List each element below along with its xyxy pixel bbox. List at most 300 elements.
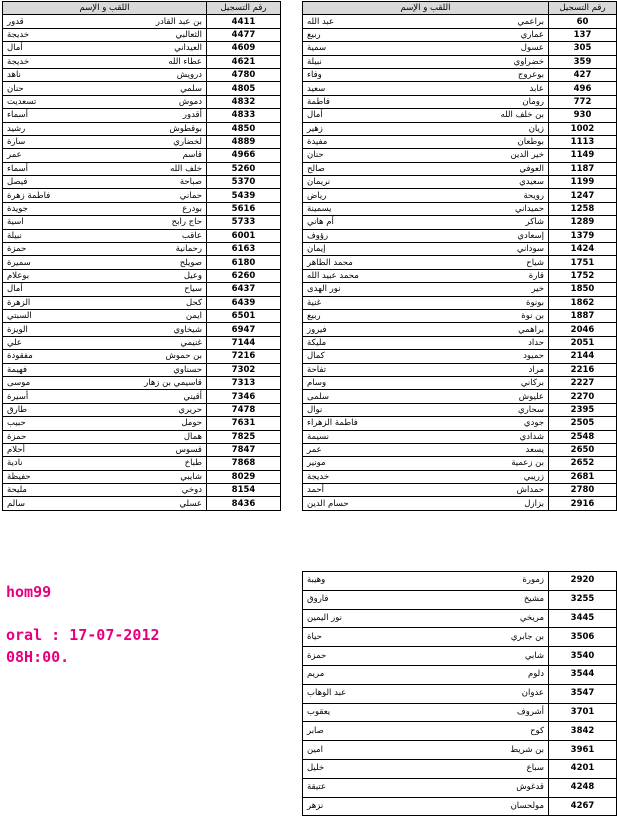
last-name: بن شريط: [510, 744, 544, 755]
registration-number: 930: [549, 109, 617, 122]
first-name: أمال: [7, 284, 23, 295]
registration-number: 2227: [549, 376, 617, 389]
registration-number: 4267: [549, 797, 617, 816]
first-name: غنية: [307, 297, 322, 308]
table-row: [303, 759, 617, 778]
first-name: صابر: [307, 725, 324, 736]
first-name: سميرة: [7, 257, 31, 268]
last-name: سباع: [526, 763, 544, 774]
header-row: [3, 2, 281, 15]
first-name: كمال: [307, 351, 325, 362]
last-name: شابي: [524, 650, 544, 661]
first-name: محمد عبيد الله: [307, 271, 359, 281]
registration-number: 7478: [207, 403, 281, 416]
name-cell: [3, 390, 207, 403]
table-row: [3, 162, 281, 175]
name-cell: [303, 647, 549, 666]
table-row: [303, 403, 617, 416]
table-row: [3, 189, 281, 202]
name-cell: [303, 189, 549, 202]
registration-number: 1289: [549, 216, 617, 229]
last-name: أقيني: [183, 391, 202, 402]
registration-number: 1247: [549, 189, 617, 202]
name-cell: [3, 55, 207, 68]
table-left: [2, 1, 281, 511]
header-name: اللقب و الإسم: [303, 2, 549, 15]
name-cell: [303, 323, 549, 336]
registration-number: 1199: [549, 176, 617, 189]
first-name: حسام الدين: [307, 498, 349, 509]
name-cell: [3, 323, 207, 336]
table-row: [303, 68, 617, 81]
last-name: طباخ: [184, 458, 202, 469]
table-row: [3, 430, 281, 443]
registration-number: 137: [549, 28, 617, 41]
last-name: حميود: [523, 351, 544, 362]
table-row: [3, 28, 281, 41]
first-name: نوال: [307, 404, 323, 415]
name-cell: [303, 109, 549, 122]
last-name: بن خلف الله: [500, 110, 544, 121]
table-row: [3, 309, 281, 322]
first-name: موسى: [7, 378, 31, 389]
table-row: [303, 572, 617, 591]
registration-number: 2505: [549, 417, 617, 430]
name-cell: [3, 403, 207, 416]
name-cell: [3, 376, 207, 389]
table-row: [3, 417, 281, 430]
first-name: رشيد: [7, 123, 26, 134]
last-name: مراد: [528, 364, 544, 375]
name-cell: [303, 390, 549, 403]
name-cell: [303, 296, 549, 309]
last-name: عابد: [529, 83, 544, 94]
registration-number: 6163: [207, 243, 281, 256]
first-name: أحمد: [307, 485, 324, 496]
registration-number: 1187: [549, 162, 617, 175]
name-cell: [3, 28, 207, 41]
table-row: [3, 15, 281, 28]
first-name: مليحة: [7, 485, 27, 496]
table-row: [3, 95, 281, 108]
first-name: نادية: [7, 458, 23, 469]
first-name: إيمان: [307, 244, 326, 255]
last-name: عسلي: [179, 498, 202, 509]
table-row: [3, 229, 281, 242]
name-cell: [303, 403, 549, 416]
name-cell: [303, 759, 549, 778]
last-name: خضراوي: [513, 56, 544, 67]
first-name: عتيقة: [307, 782, 327, 793]
registration-number: 1379: [549, 229, 617, 242]
first-name: سارة: [7, 137, 26, 148]
name-cell: [303, 149, 549, 162]
first-name: فاروق: [307, 594, 329, 605]
first-name: أمال: [7, 43, 23, 54]
registration-number: 4850: [207, 122, 281, 135]
first-name: فاطمة: [307, 96, 330, 107]
registration-number: 6260: [207, 269, 281, 282]
first-name: علي: [7, 337, 22, 348]
registration-number: 2395: [549, 403, 617, 416]
name-cell: [303, 202, 549, 215]
first-name: يسمينة: [307, 204, 332, 215]
table-row: [303, 323, 617, 336]
table-row: [3, 202, 281, 215]
name-cell: [303, 68, 549, 81]
registration-number: 8436: [207, 497, 281, 510]
name-cell: [3, 216, 207, 229]
table-row: [3, 470, 281, 483]
name-cell: [3, 430, 207, 443]
first-name: صالح: [307, 163, 325, 174]
first-name: حفيظة: [7, 471, 31, 482]
table-row: [303, 590, 617, 609]
first-name: نور الهدى: [307, 284, 341, 295]
registration-number: 3255: [549, 590, 617, 609]
table-row: [3, 350, 281, 363]
last-name: خير: [531, 284, 544, 295]
name-cell: [303, 741, 549, 760]
registration-number: 2051: [549, 336, 617, 349]
name-cell: [3, 15, 207, 28]
last-name: زيان: [528, 123, 544, 134]
header-num: رقم التسجيل: [207, 2, 281, 15]
table-row: [303, 722, 617, 741]
first-name: فيروز: [307, 324, 327, 335]
name-cell: [303, 243, 549, 256]
name-cell: [303, 229, 549, 242]
registration-number: 2652: [549, 457, 617, 470]
table-row: [303, 149, 617, 162]
first-name: عبد الوهاب: [307, 688, 347, 699]
table-row: [303, 309, 617, 322]
first-name: أحلام: [7, 445, 25, 456]
last-name: بودرع: [182, 204, 202, 215]
name-cell: [3, 202, 207, 215]
name-cell: [303, 28, 549, 41]
first-name: حبيب: [7, 418, 26, 429]
registration-number: 2916: [549, 497, 617, 510]
name-cell: [3, 457, 207, 470]
last-name: حريري: [178, 404, 202, 415]
first-name: حمزة: [7, 244, 27, 255]
table-continuation: [302, 571, 617, 816]
table-row: [3, 135, 281, 148]
table-row: [303, 647, 617, 666]
table-row: [303, 390, 617, 403]
registration-number: 7847: [207, 443, 281, 456]
last-name: شايبي: [180, 471, 202, 482]
table-row: [303, 741, 617, 760]
last-name: بن جابري: [510, 631, 544, 642]
last-name: بوعروج: [517, 70, 544, 81]
registration-number: 2780: [549, 484, 617, 497]
table-row: [3, 42, 281, 55]
last-name: قدغوش: [516, 782, 544, 793]
first-name: امين: [307, 744, 323, 755]
table-row: [303, 135, 617, 148]
name-cell: [303, 484, 549, 497]
first-name: قدور: [7, 16, 24, 27]
registration-number: 427: [549, 68, 617, 81]
name-cell: [3, 176, 207, 189]
last-name: بن نوة: [521, 311, 544, 322]
last-name: دوخي: [181, 485, 202, 496]
registration-number: 4201: [549, 759, 617, 778]
first-name: فاطمة زهرة: [7, 190, 51, 201]
registration-number: 2270: [549, 390, 617, 403]
last-name: عليوش: [518, 391, 544, 402]
registration-number: 2216: [549, 363, 617, 376]
name-cell: [3, 497, 207, 510]
last-name: بزازل: [524, 498, 544, 509]
table-row: [303, 484, 617, 497]
table-row: [3, 109, 281, 122]
first-name: يعقوب: [307, 706, 331, 717]
header-row: [303, 2, 617, 15]
table-row: [303, 363, 617, 376]
table-row: [303, 684, 617, 703]
table-row: [303, 376, 617, 389]
registration-number: 6439: [207, 296, 281, 309]
registration-number: 1424: [549, 243, 617, 256]
first-name: عبد الله: [307, 16, 335, 27]
name-cell: [303, 309, 549, 322]
table-row: [3, 497, 281, 510]
registration-number: 6001: [207, 229, 281, 242]
table-row: [303, 430, 617, 443]
last-name: قسوس: [175, 445, 202, 456]
last-name: حماني: [179, 190, 202, 201]
name-cell: [3, 256, 207, 269]
registration-number: 7313: [207, 376, 281, 389]
registration-number: 6947: [207, 323, 281, 336]
registration-number: 2144: [549, 350, 617, 363]
registration-number: 4889: [207, 135, 281, 148]
registration-number: 4966: [207, 149, 281, 162]
registration-number: 1002: [549, 122, 617, 135]
last-name: عطاء الله: [168, 56, 202, 67]
first-name: مفقودة: [7, 351, 33, 362]
last-name: لخضاري: [173, 137, 202, 148]
table-row: [303, 497, 617, 510]
header-num: رقم التسجيل: [549, 2, 617, 15]
name-cell: [303, 778, 549, 797]
first-name: نبيلة: [7, 230, 22, 241]
first-name: خديجة: [7, 29, 30, 40]
name-cell: [3, 350, 207, 363]
registration-number: 4780: [207, 68, 281, 81]
first-name: محمد الطاهر: [307, 257, 353, 268]
registration-number: 2920: [549, 572, 617, 591]
table-row: [3, 336, 281, 349]
first-name: فهيمة: [7, 364, 28, 375]
last-name: سياح: [184, 284, 202, 295]
table-row: [3, 323, 281, 336]
last-name: شياح: [526, 257, 544, 268]
first-name: سمية: [307, 43, 327, 54]
table-row: [303, 122, 617, 135]
first-name: أسماء: [7, 163, 28, 174]
first-name: نور اليمين: [307, 612, 343, 623]
name-cell: [3, 82, 207, 95]
registration-number: 1752: [549, 269, 617, 282]
name-cell: [3, 95, 207, 108]
name-cell: [3, 336, 207, 349]
registration-number: 7346: [207, 390, 281, 403]
name-cell: [3, 243, 207, 256]
first-name: نريمان: [307, 177, 331, 188]
first-name: طارق: [7, 404, 28, 415]
last-name: مريخي: [519, 612, 544, 623]
last-name: جودي: [523, 418, 544, 429]
registration-number: 4832: [207, 95, 281, 108]
table-row: [303, 703, 617, 722]
name-cell: [303, 15, 549, 28]
last-name: سحاري: [518, 404, 544, 415]
table-row: [3, 55, 281, 68]
first-name: خديجة: [7, 56, 30, 67]
last-name: مشيخ: [523, 594, 544, 605]
first-name: رؤوف: [307, 230, 329, 241]
last-name: حومل: [181, 418, 202, 429]
registration-number: 7631: [207, 417, 281, 430]
last-name: صباحة: [179, 177, 202, 188]
first-name: ربيع: [307, 311, 321, 322]
first-name: بوعلام: [7, 271, 30, 281]
last-name: سوداني: [516, 244, 544, 255]
last-name: حميداني: [514, 204, 544, 215]
last-name: عاقب: [181, 230, 202, 241]
table-row: [3, 149, 281, 162]
last-name: شاكر: [525, 217, 544, 228]
registration-number: 7868: [207, 457, 281, 470]
registration-number: 7216: [207, 350, 281, 363]
last-name: خير الدين: [510, 150, 544, 161]
registration-number: 5439: [207, 189, 281, 202]
registration-number: 3540: [549, 647, 617, 666]
name-cell: [3, 122, 207, 135]
table-row: [303, 216, 617, 229]
last-name: قارة: [528, 271, 544, 281]
registration-number: 1751: [549, 256, 617, 269]
registration-number: 4248: [549, 778, 617, 797]
table-row: [303, 443, 617, 456]
table-row: [303, 609, 617, 628]
registration-number: 5733: [207, 216, 281, 229]
registration-number: 7144: [207, 336, 281, 349]
last-name: مولحسان: [510, 800, 544, 811]
table-right: [302, 1, 617, 511]
name-cell: [303, 55, 549, 68]
table-row: [303, 243, 617, 256]
name-cell: [303, 590, 549, 609]
name-cell: [303, 497, 549, 510]
first-name: فيصل: [7, 177, 28, 188]
last-name: حاج رابح: [171, 217, 202, 228]
name-cell: [303, 722, 549, 741]
name-cell: [3, 283, 207, 296]
table-row: [303, 189, 617, 202]
last-name: أقدور: [182, 110, 202, 121]
last-name: براهمي: [518, 324, 544, 335]
first-name: سالم: [7, 498, 25, 509]
last-name: سعيدي: [519, 177, 544, 188]
name-cell: [303, 256, 549, 269]
name-cell: [303, 350, 549, 363]
last-name: قاسم: [182, 150, 202, 161]
table-row: [3, 176, 281, 189]
registration-number: 3506: [549, 628, 617, 647]
last-name: بن عبد القادر: [155, 16, 202, 27]
first-name: خليل: [307, 763, 325, 774]
table-row: [303, 256, 617, 269]
first-name: خديجة: [307, 471, 330, 482]
first-name: السبتي: [7, 311, 32, 322]
table-row: [3, 390, 281, 403]
name-cell: [303, 684, 549, 703]
table-row: [303, 95, 617, 108]
registration-number: 8154: [207, 484, 281, 497]
name-cell: [3, 484, 207, 497]
last-name: بونوة: [526, 297, 544, 308]
registration-number: 3544: [549, 665, 617, 684]
first-name: اسية: [7, 217, 24, 228]
last-name: رومان: [522, 96, 544, 107]
table-row: [3, 122, 281, 135]
last-name: زمورة: [522, 575, 544, 586]
last-name: بن زعمية: [511, 458, 544, 469]
table-row: [303, 162, 617, 175]
last-name: حمداش: [516, 485, 544, 496]
header-name: اللقب و الإسم: [3, 2, 207, 15]
name-cell: [3, 363, 207, 376]
last-name: عدوان: [521, 688, 544, 699]
first-name: عمر: [7, 150, 22, 161]
first-name: حمزة: [7, 431, 27, 442]
name-cell: [303, 665, 549, 684]
name-cell: [3, 296, 207, 309]
table-row: [303, 336, 617, 349]
name-cell: [303, 457, 549, 470]
name-cell: [303, 283, 549, 296]
registration-number: 60: [549, 15, 617, 28]
table-row: [303, 55, 617, 68]
table-row: [303, 109, 617, 122]
last-name: خلف الله: [170, 163, 202, 174]
last-name: يسعد: [525, 445, 544, 456]
table-row: [3, 296, 281, 309]
first-name: حنان: [307, 150, 324, 161]
registration-number: 5616: [207, 202, 281, 215]
table-row: [303, 202, 617, 215]
registration-number: 1258: [549, 202, 617, 215]
table-row: [303, 417, 617, 430]
first-name: أم هاني: [307, 217, 334, 228]
registration-number: 4411: [207, 15, 281, 28]
name-cell: [303, 176, 549, 189]
last-name: دموش: [178, 96, 202, 107]
first-name: مليكة: [307, 337, 327, 348]
name-cell: [303, 376, 549, 389]
last-name: إسعادي: [517, 230, 544, 241]
registration-number: 1149: [549, 149, 617, 162]
registration-number: 4621: [207, 55, 281, 68]
first-name: وسام: [307, 378, 327, 389]
table-row: [3, 256, 281, 269]
last-name: صويلح: [179, 257, 202, 268]
